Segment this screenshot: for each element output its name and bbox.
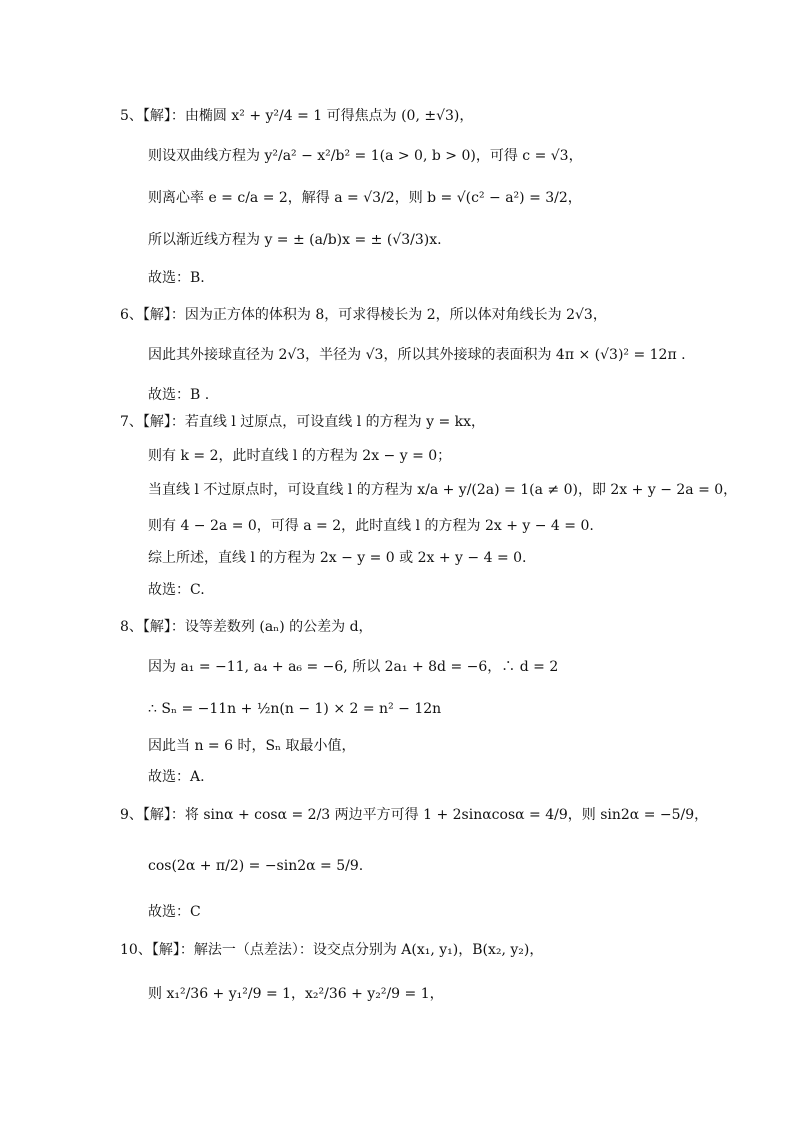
problem-6-line-2: 因此其外接球直径为 2√3，半径为 √3，所以其外接球的表面积为 4π × (√3)² = 12π . [148,347,686,363]
problem-5-line-2: 则设双曲线方程为 y²/a² − x²/b² = 1(a > 0, b > 0)，可得 c = √3， [148,148,583,164]
problem-number: 8、 [120,619,143,635]
problem-7-line-2: 则有 k = 2，此时直线 l 的方程为 2x − y = 0； [148,448,452,464]
problem-8-line-1 [120,617,373,637]
solution-text: ：因为正方体的体积为 8，可求得棱长为 2，所以体对角线长为 2√3， [170,307,607,323]
solution-tag: 【解】 [142,807,171,823]
problem-5-line-3: 则离心率 e = c/a = 2，解得 a = √3/2，则 b = √(c² − a²) = 3/2， [148,190,582,206]
solution-text: ：设等差数列 (aₙ) 的公差为 d， [170,619,373,635]
problem-number: 7、 [120,414,143,430]
problem-7-line-3: 当直线 l 不过原点时，可设直线 l 的方程为 x/a + y/(2a) = 1(a ≠ 0)，即 2x + y − 2a = 0， [148,482,738,498]
problem-8-line-2: 因为 a₁ = −11, a₄ + a₆ = −6, 所以 2a₁ + 8d = −6，∴ d = 2 [148,659,559,675]
problem-9-line-2: cos(2α + π/2) = −sin2α = 5/9. [148,858,364,874]
problem-9-answer: 故选：C [148,904,201,920]
problem-5-line-1 [120,106,473,126]
problem-7-line-5: 综上所述，直线 l 的方程为 2x − y = 0 或 2x + y − 4 = 0. [148,550,527,566]
problem-7-line-4: 则有 4 − 2a = 0，可得 a = 2，此时直线 l 的方程为 2x + y − 4 = 0. [148,518,594,534]
solution-tag: 【解】 [142,414,171,430]
problem-7-line-1 [120,412,485,432]
problem-9-line-1 [120,805,708,825]
problem-10-line-1 [120,940,543,960]
problem-6-answer: 故选：B . [148,387,210,403]
problem-8-line-3: ∴ Sₙ = −11n + ½n(n − 1) × 2 = n² − 12n [148,701,442,717]
problem-8-answer: 故选：A. [148,769,205,785]
solution-tag: 【解】 [142,307,171,323]
solution-text: ：由椭圆 x² + y²/4 = 1 可得焦点为 (0, ±√3)， [170,108,474,124]
problem-5-line-4: 所以渐近线方程为 y = ± (a/b)x = ± (√3/3)x. [148,232,442,248]
problem-number: 6、 [120,307,143,323]
solution-text: ：解法一（点差法）：设交点分别为 A(x₁, y₁)，B(x₂, y₂)， [179,942,544,958]
solution-text: ：若直线 l 过原点，可设直线 l 的方程为 y = kx， [170,414,486,430]
problem-number: 5、 [120,108,143,124]
problem-6-line-1 [120,305,607,325]
solution-text: ：将 sinα + cosα = 2/3 两边平方可得 1 + 2sinαcosα = 4/9，则 sin2α = −5/9， [170,807,709,823]
problem-7-answer: 故选：C. [148,582,205,598]
problem-5-answer: 故选：B. [148,270,205,286]
solution-tag: 【解】 [142,619,171,635]
problem-8-line-4: 因此当 n = 6 时，Sₙ 取最小值， [148,738,356,754]
solution-tag: 【解】 [151,942,180,958]
problem-10-line-2: 则 x₁²/36 + y₁²/9 = 1，x₂²/36 + y₂²/9 = 1， [148,986,444,1002]
problem-number: 9、 [120,807,143,823]
problem-number: 10、 [120,942,152,958]
solution-tag: 【解】 [142,108,171,124]
